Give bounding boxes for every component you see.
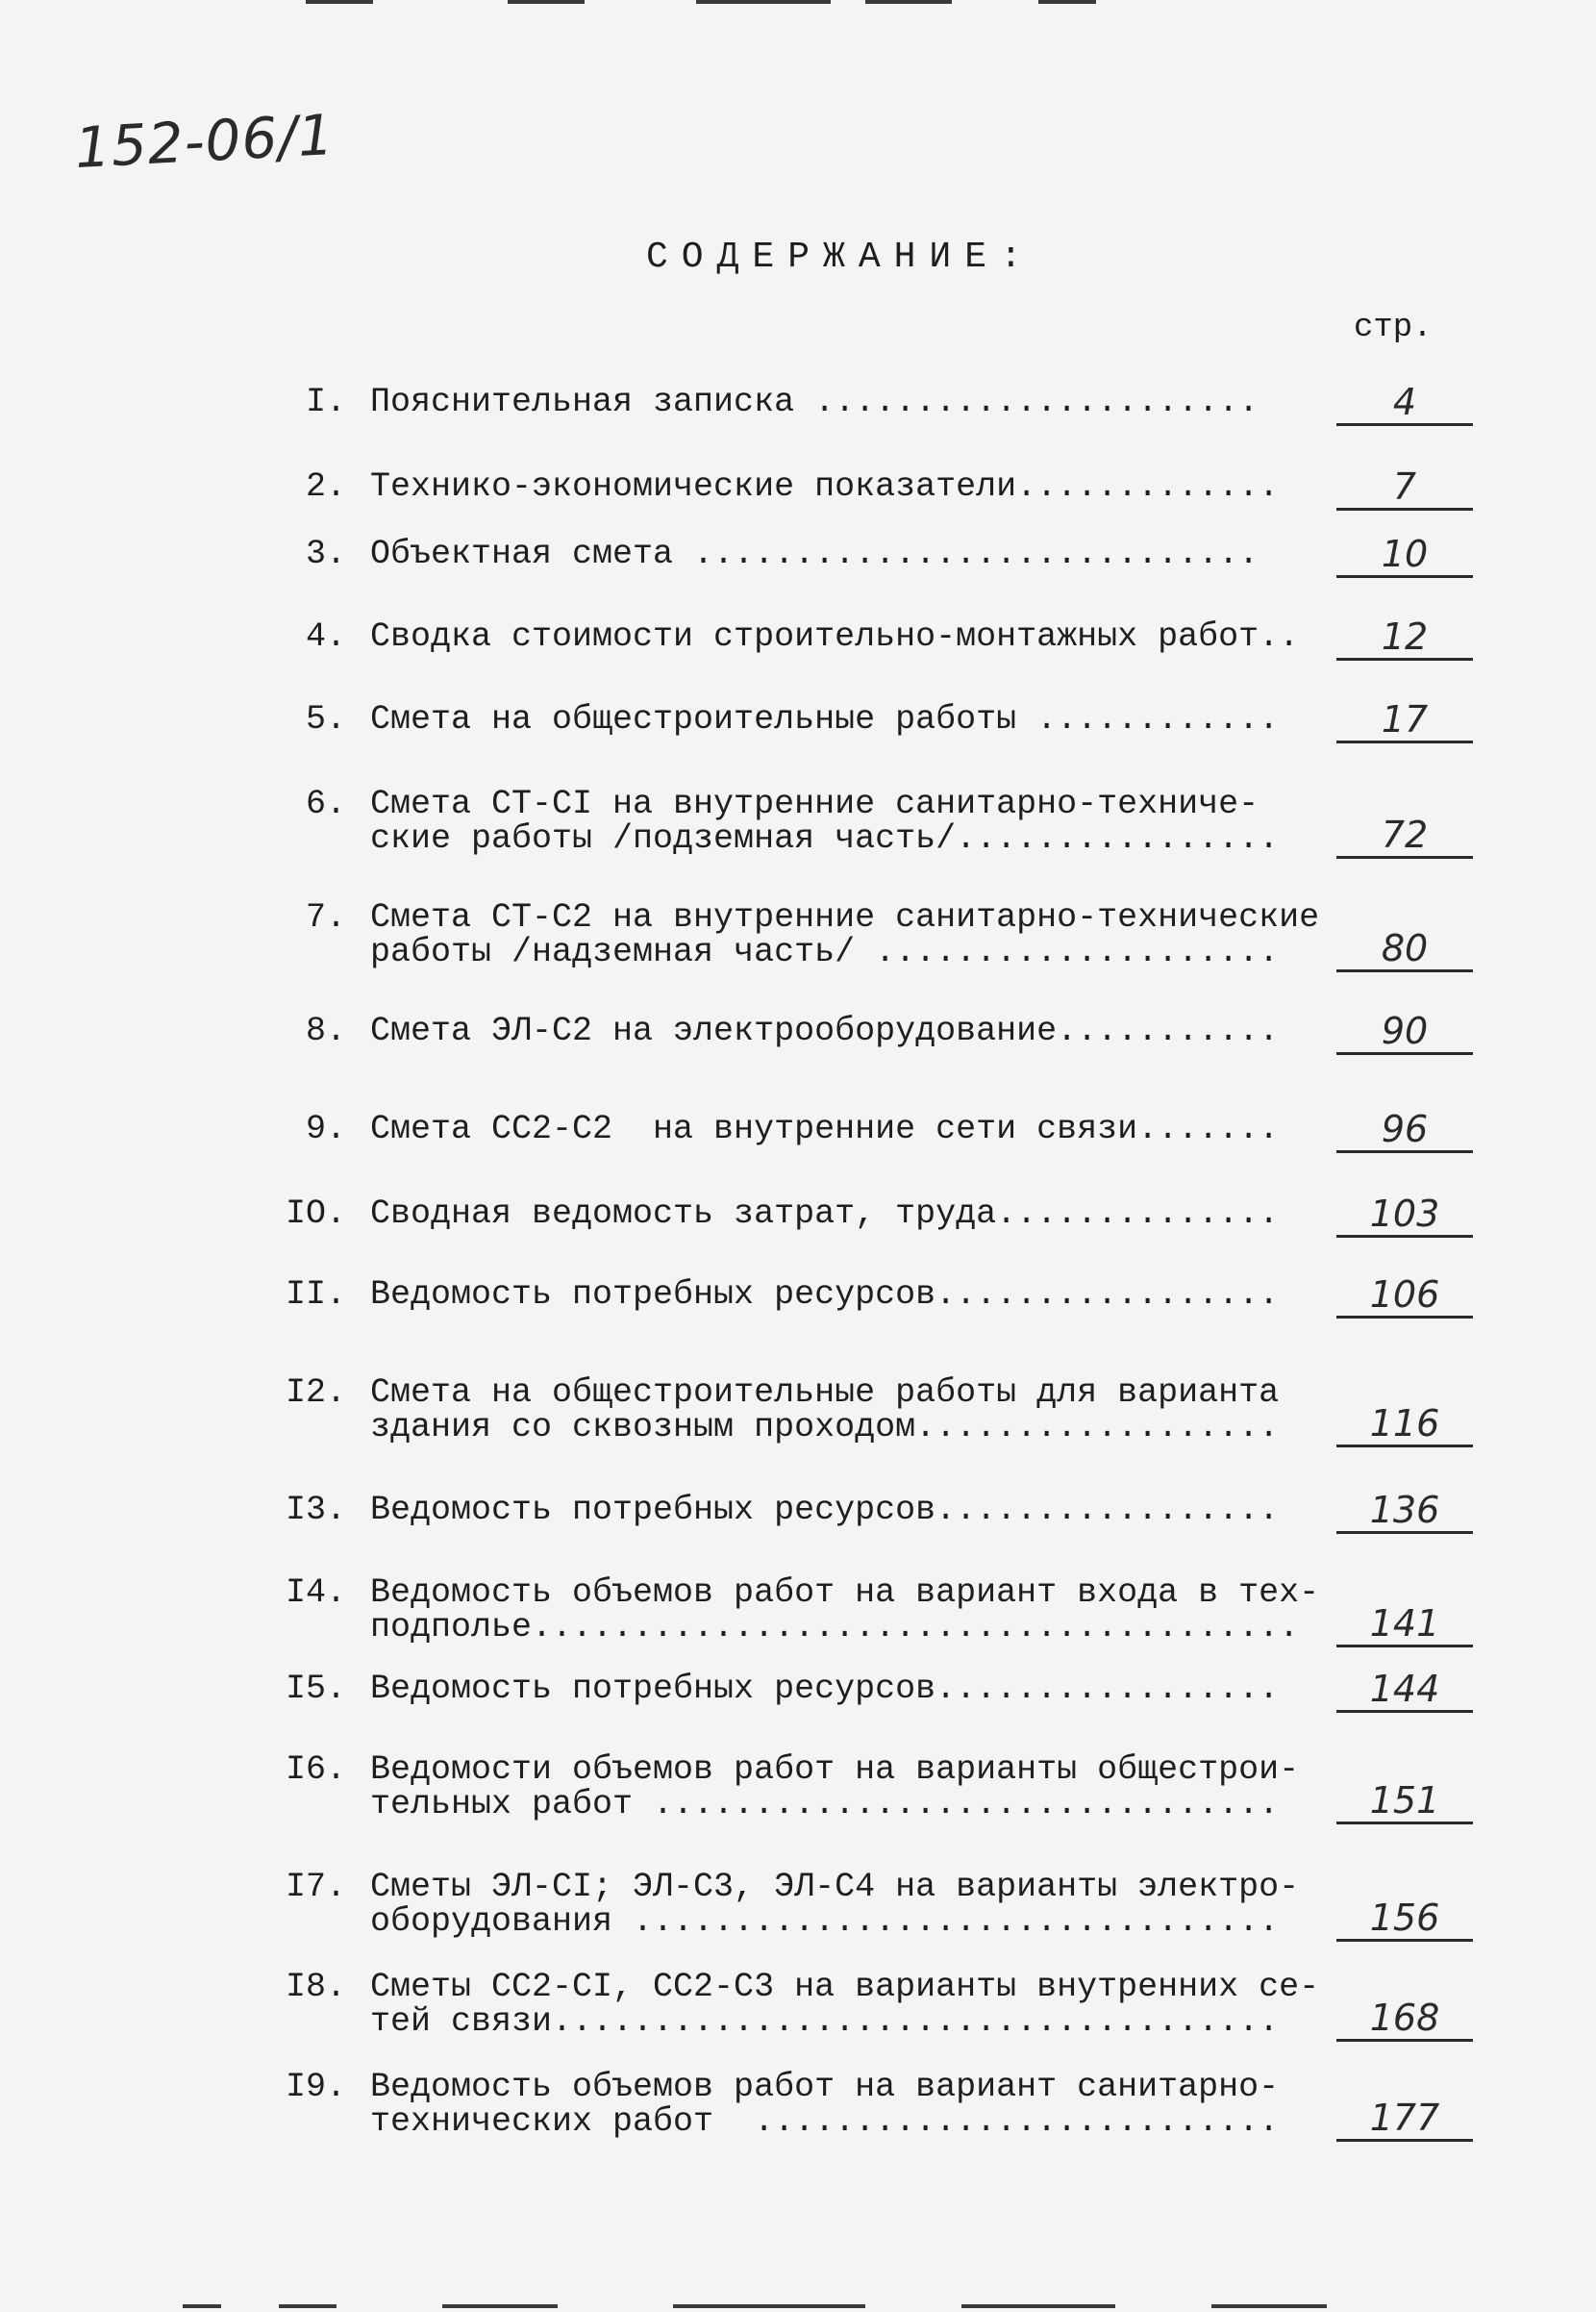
toc-entry-page: 7 xyxy=(1336,465,1473,511)
toc-entry-text-continued: ские работы /подземная часть/................ xyxy=(370,819,1280,858)
toc-entry-page: 17 xyxy=(1336,698,1473,743)
toc-entry-page: 12 xyxy=(1336,616,1473,661)
toc-entry-text-continued: подполье...................................... xyxy=(370,1608,1300,1646)
toc-entry-number: I6. xyxy=(285,1750,346,1789)
toc-entry-number: I9. xyxy=(285,2068,346,2106)
toc-entry-number: I2. xyxy=(285,1373,346,1412)
toc-entry-page: 72 xyxy=(1336,814,1473,859)
toc-entry-page: 96 xyxy=(1336,1108,1473,1153)
toc-entry-number: I8. xyxy=(285,1968,346,2006)
toc-entry-number: I3. xyxy=(285,1491,346,1529)
toc-entry-page: 144 xyxy=(1336,1668,1473,1713)
toc-entry-page: 177 xyxy=(1336,2097,1473,2142)
toc-entry-text: Сводка стоимости строительно-монтажных работ.. xyxy=(370,617,1300,656)
toc-entry-page: 141 xyxy=(1336,1602,1473,1647)
toc-entry-number: 5. xyxy=(305,700,346,739)
toc-entry-text-continued: здания со сквозным проходом.................. xyxy=(370,1408,1280,1446)
scan-mark xyxy=(442,2304,558,2308)
toc-entry-text: Сметы СС2-СI, СС2-С3 на варианты внутренних се- xyxy=(370,1968,1320,2006)
toc-entry-text: Сводная ведомость затрат, труда.............. xyxy=(370,1194,1280,1233)
toc-entry-page: 106 xyxy=(1336,1273,1473,1319)
toc-entry-text-continued: оборудования ................................ xyxy=(370,1902,1280,1941)
toc-entry-page: 4 xyxy=(1336,381,1473,426)
toc-entry-text: Ведомость потребных ресурсов................. xyxy=(370,1670,1280,1708)
toc-entry-text-continued: тельных работ ............................... xyxy=(370,1785,1280,1823)
toc-entry-text: Сметы ЭЛ-СI; ЭЛ-С3, ЭЛ-С4 на варианты электро- xyxy=(370,1868,1300,1906)
toc-entry-number: I5. xyxy=(285,1670,346,1708)
page-column-label: стр. xyxy=(1354,310,1433,346)
toc-entry-text: Смета СС2-С2 на внутренние сети связи....... xyxy=(370,1110,1280,1148)
handwritten-reference-number: 152-06/1 xyxy=(73,101,337,181)
toc-entry-text-continued: технических работ .......................... xyxy=(370,2102,1280,2141)
scan-mark xyxy=(279,2304,337,2308)
toc-entry-text: Смета ЭЛ-С2 на электрооборудование........... xyxy=(370,1012,1280,1050)
toc-entry-text: Смета СТ-СI на внутренние санитарно-техниче- xyxy=(370,785,1259,823)
toc-entry-page: 168 xyxy=(1336,1997,1473,2042)
toc-entry-number: I4. xyxy=(285,1573,346,1612)
toc-entry-number: II. xyxy=(285,1275,346,1314)
toc-entry-text: Пояснительная записка ...................... xyxy=(370,383,1259,421)
toc-entry-page: 136 xyxy=(1336,1489,1473,1534)
scan-mark xyxy=(1211,2304,1327,2308)
toc-entry-text: Объектная смета ............................ xyxy=(370,535,1259,573)
toc-entry-page: 103 xyxy=(1336,1193,1473,1238)
toc-entry-text-continued: тей связи.................................... xyxy=(370,2002,1280,2041)
toc-entry-text: Ведомость потребных ресурсов................. xyxy=(370,1275,1280,1314)
toc-entry-number: 8. xyxy=(305,1012,346,1050)
toc-entry-text: Смета СТ-С2 на внутренние санитарно-технические xyxy=(370,898,1320,937)
toc-entry-number: 7. xyxy=(305,898,346,937)
scan-mark xyxy=(673,2304,865,2308)
toc-entry-text: Смета на общестроительные работы ............ xyxy=(370,700,1280,739)
toc-entry-page: 90 xyxy=(1336,1010,1473,1055)
toc-entry-text-continued: работы /надземная часть/ .................... xyxy=(370,933,1280,971)
toc-entry-number: 4. xyxy=(305,617,346,656)
toc-entry-number: IO. xyxy=(285,1194,346,1233)
toc-entry-page: 156 xyxy=(1336,1897,1473,1942)
toc-entry-page: 116 xyxy=(1336,1402,1473,1447)
toc-entry-number: 2. xyxy=(305,467,346,506)
page-title: СОДЕРЖАНИЕ: xyxy=(646,237,1035,278)
scan-mark xyxy=(183,2304,221,2308)
toc-entry-text: Ведомость потребных ресурсов................. xyxy=(370,1491,1280,1529)
toc-entry-number: I7. xyxy=(285,1868,346,1906)
toc-entry-page: 10 xyxy=(1336,533,1473,578)
toc-entry-number: I. xyxy=(305,383,346,421)
toc-entry-number: 9. xyxy=(305,1110,346,1148)
scan-mark xyxy=(961,2304,1115,2308)
toc-entry-number: 6. xyxy=(305,785,346,823)
toc-entry-number: 3. xyxy=(305,535,346,573)
toc-entry-text: Смета на общестроительные работы для варианта xyxy=(370,1373,1280,1412)
toc-entry-page: 80 xyxy=(1336,927,1473,972)
toc-entry-text: Ведомость объемов работ на вариант санитарно- xyxy=(370,2068,1280,2106)
toc-entry-page: 151 xyxy=(1336,1779,1473,1824)
bottom-scan-marks xyxy=(0,2304,1596,2312)
toc-entry-text: Ведомости объемов работ на варианты общестрои- xyxy=(370,1750,1300,1789)
toc-entry-text: Ведомость объемов работ на вариант входа в тех- xyxy=(370,1573,1320,1612)
toc-entry-text: Технико-экономические показатели............. xyxy=(370,467,1280,506)
